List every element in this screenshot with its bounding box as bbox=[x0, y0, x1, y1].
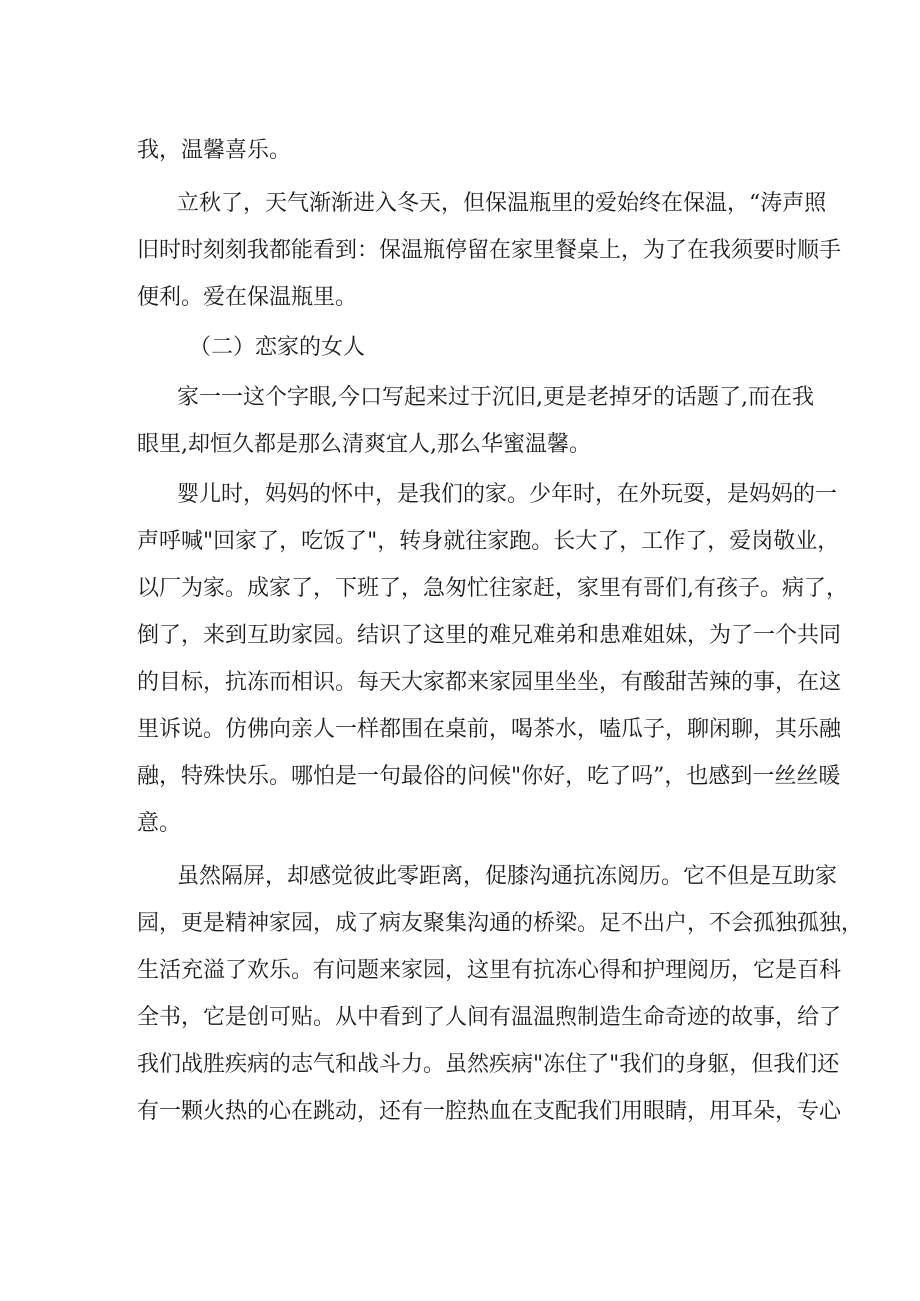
paragraph bbox=[137, 180, 842, 321]
text-line: 我，温馨喜乐。 bbox=[137, 138, 292, 163]
text-line: 声呼喊"回家了，吃饭了"，转身就往家跑。长大了，工作了，爱岗敬业， bbox=[137, 529, 840, 554]
text-line: 生活充溢了欢乐。有问题来家园，这里有抗冻心得和护理阅历，它是百科 bbox=[137, 958, 842, 983]
text-line: 意。 bbox=[137, 811, 182, 836]
section-heading-text: （二）恋家的女人 bbox=[189, 335, 366, 360]
paragraph bbox=[137, 374, 814, 468]
paragraph bbox=[137, 127, 785, 174]
text-line: 立秋了，天气渐渐进入冬天，但保温瓶里的爱始终在保温，“涛声照 bbox=[177, 191, 827, 216]
text-line: 全书，它是创可贴。从中看到了人间有温温煦制造生命奇迹的故事，给了 bbox=[137, 1005, 842, 1030]
text-line: 家一一这个字眼,今口写起来过于沉旧,更是老掉牙的话题了,而在我 bbox=[177, 385, 814, 410]
text-line: 融，特殊快乐。哪怕是一句最俗的问候"你好，吃了吗”，也感到一丝丝暖 bbox=[137, 764, 841, 789]
text-line: 旧时时刻刻我都能看到：保温瓶停留在家里餐桌上，为了在我须要时顺手 bbox=[137, 238, 842, 263]
section-heading bbox=[137, 324, 785, 371]
text-line: 眼里,却恒久都是那么清爽宜人,那么华蜜温馨。 bbox=[137, 432, 591, 457]
text-line: 的目标，抗冻而相识。每天大家都来家园里坐坐，有酸甜苦辣的事，在这 bbox=[137, 670, 842, 695]
text-line: 倒了，来到互助家园。结识了这里的难兄难弟和患难姐妹，为了一个共同 bbox=[137, 623, 842, 648]
text-line: 里诉说。仿佛向亲人一样都围在桌前，喝茶水，嗑瓜子，聊闲聊，其乐融 bbox=[137, 717, 842, 742]
text-line: 园，更是精神家园，成了病友聚集沟通的桥梁。足不出户，不会孤独孤独， bbox=[137, 911, 864, 936]
text-line: 虽然隔屏，却感觉彼此零距离，促膝沟通抗冻阅历。它不但是互助家 bbox=[177, 864, 838, 889]
text-line: 以厂为家。成家了，下班了，急匆忙往家赶，家里有哥们,有孩子。病了， bbox=[137, 576, 848, 601]
text-line: 我们战胜疾病的志气和战斗力。虽然疾病"冻住了"我们的身躯，但我们还 bbox=[137, 1052, 840, 1077]
text-line: 便利。爱在保温瓶里。 bbox=[137, 285, 358, 310]
document-body bbox=[137, 127, 864, 1135]
paragraph bbox=[137, 853, 864, 1135]
text-line: 有一颗火热的心在跳动，还有一腔热血在支配我们用眼睛，用耳朵，专心 bbox=[137, 1099, 842, 1124]
text-line: 婴儿时，妈妈的怀中，是我们的家。少年时，在外玩耍，是妈妈的一 bbox=[177, 482, 838, 507]
paragraph bbox=[137, 471, 848, 847]
